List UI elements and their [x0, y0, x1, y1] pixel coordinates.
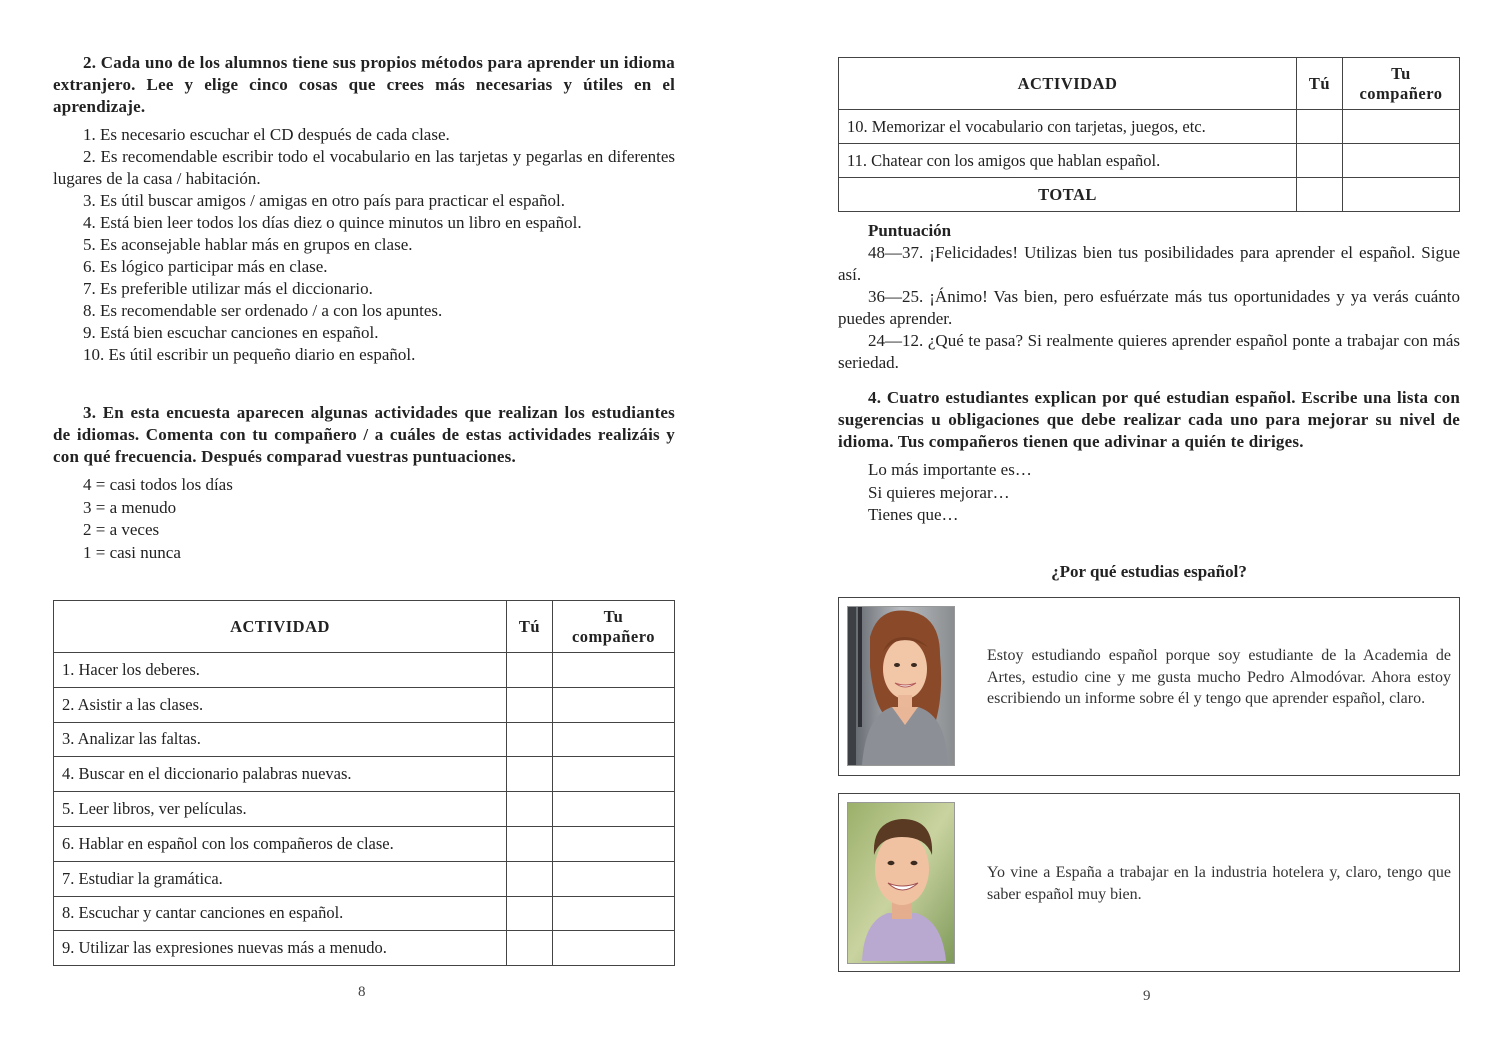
prompt-item: Si quieres mejorar… [868, 482, 1010, 502]
list-item: 10. Es útil escribir un pequeño diario en español. [83, 345, 416, 364]
activity-cell: 5. Leer libros, ver películas. [54, 792, 507, 827]
scale-item: 4 = casi todos los días [83, 475, 233, 494]
tu-cell[interactable] [507, 931, 553, 966]
table-row [54, 931, 675, 966]
list-item: 8. Es recomendable ser ordenado / a con los apuntes. [83, 301, 443, 320]
partner-cell[interactable] [553, 826, 675, 861]
score-range: 24—12. ¿Qué te pasa? Si realmente quieres aprender español ponte a trabajar con más seriedad. [838, 331, 1460, 372]
partner-cell[interactable] [1343, 144, 1460, 178]
score-range: 36—25. ¡Ánimo! Vas bien, pero esfuérzate más tus oportunidades y ya verás cuánto puedes aprender. [838, 287, 1460, 328]
task-3 [53, 402, 675, 564]
tu-cell[interactable] [1297, 110, 1343, 144]
list-item: 1. Es necesario escuchar el CD después de cada clase. [83, 125, 450, 144]
tu-cell[interactable] [507, 792, 553, 827]
right-page [838, 0, 1460, 1057]
activity-cell: 2. Asistir a las clases. [54, 687, 507, 722]
partner-cell[interactable] [553, 722, 675, 757]
list-item: 3. Es útil buscar amigos / amigas en otro país para practicar el español. [83, 191, 565, 210]
col-header-partner: Tu compañero [553, 601, 675, 653]
activity-cell: 7. Estudiar la gramática. [54, 861, 507, 896]
partner-cell[interactable] [553, 653, 675, 688]
student-quote: Yo vine a España a trabajar en la industria hotelera y, claro, tengo que saber español muy bien. [987, 864, 1451, 903]
partner-cell[interactable] [553, 861, 675, 896]
partner-cell[interactable] [553, 687, 675, 722]
col-header-activity: ACTIVIDAD [54, 601, 507, 653]
partner-total-cell[interactable] [1343, 178, 1460, 212]
partner-cell[interactable] [1343, 110, 1460, 144]
partner-cell[interactable] [553, 931, 675, 966]
table-row [54, 687, 675, 722]
list-item: 4. Está bien leer todos los días diez o quince minutos un libro en español. [83, 213, 582, 232]
table-row [54, 653, 675, 688]
partner-cell[interactable] [553, 792, 675, 827]
scale-item: 3 = a menudo [83, 497, 177, 517]
scale-item: 1 = casi nunca [83, 542, 181, 562]
tu-cell[interactable] [507, 653, 553, 688]
task-2-list [53, 124, 675, 366]
total-label: TOTAL [839, 178, 1297, 212]
tu-cell[interactable] [507, 722, 553, 757]
scale-item: 2 = a veces [83, 520, 160, 539]
col-header-tu: Tú [507, 601, 553, 653]
student-card [838, 793, 1460, 972]
task-4 [838, 387, 1460, 527]
tu-cell[interactable] [507, 826, 553, 861]
col-header-activity: ACTIVIDAD [839, 58, 1297, 110]
table-row [54, 722, 675, 757]
tu-cell[interactable] [507, 861, 553, 896]
list-item: 9. Está bien escuchar canciones en español. [83, 323, 379, 342]
page-number: 8 [358, 984, 366, 1000]
activity-cell: 1. Hacer los deberes. [54, 653, 507, 688]
partner-cell[interactable] [553, 757, 675, 792]
frequency-scale [53, 474, 675, 564]
activity-cell: 9. Utilizar las expresiones nuevas más a menudo. [54, 931, 507, 966]
prompt-item: Lo más importante es… [868, 460, 1032, 479]
list-item: 7. Es preferible utilizar más el diccionario. [83, 279, 373, 298]
total-row [839, 178, 1460, 212]
task-2-heading: 2. Cada uno de los alumnos tiene sus propios métodos para aprender un idioma extranjero. Lee y elige cinco cosas que crees más necesarias y útiles en el aprendizaje. [53, 53, 675, 116]
prompt-item: Tienes que… [868, 505, 959, 524]
tu-total-cell[interactable] [1297, 178, 1343, 212]
col-header-partner: Tu compañero [1343, 58, 1460, 110]
section-subtitle: ¿Por qué estudias español? [1051, 562, 1247, 581]
task-3-heading: 3. En esta encuesta aparecen algunas actividades que realizan los estudiantes de idiomas. Comenta con tu compañero / a cuáles de estas actividades realizáis y con qué frecuencia. Después comparad vuestras puntuaciones. [53, 403, 675, 466]
task-2 [53, 52, 675, 366]
activity-cell: 3. Analizar las faltas. [54, 722, 507, 757]
activity-table-continued [838, 57, 1460, 212]
table-row [54, 861, 675, 896]
student-photo-girl [847, 606, 955, 766]
table-row [54, 792, 675, 827]
activity-table [53, 600, 675, 966]
table-row [54, 826, 675, 861]
activity-cell: 11. Chatear con los amigos que hablan español. [839, 144, 1297, 178]
list-item: 6. Es lógico participar más en clase. [83, 257, 328, 276]
student-photo-boy [847, 802, 955, 964]
activity-cell: 6. Hablar en español con los compañeros de clase. [54, 826, 507, 861]
table-row [839, 144, 1460, 178]
student-card [838, 597, 1460, 776]
tu-cell[interactable] [507, 687, 553, 722]
tu-cell[interactable] [1297, 144, 1343, 178]
student-quote: Estoy estudiando español porque soy estudiante de la Academia de Artes, estudio cine y me gusta mucho Pedro Almodóvar. Ahora estoy escribiendo un informe sobre él y tengo que aprender español, claro. [987, 647, 1451, 707]
activity-cell: 10. Memorizar el vocabulario con tarjetas, juegos, etc. [839, 110, 1297, 144]
table-row [54, 896, 675, 931]
tu-cell[interactable] [507, 896, 553, 931]
activity-cell: 8. Escuchar y cantar canciones en español. [54, 896, 507, 931]
list-item: 2. Es recomendable escribir todo el vocabulario en las tarjetas y pegarlas en diferentes lugares de la casa / habitación. [53, 147, 675, 188]
tu-cell[interactable] [507, 757, 553, 792]
list-item: 5. Es aconsejable hablar más en grupos en clase. [83, 235, 413, 254]
score-range: 48—37. ¡Felicidades! Utilizas bien tus posibilidades para aprender el español. Sigue así. [838, 243, 1460, 284]
table-row [54, 757, 675, 792]
page-number: 9 [1143, 988, 1151, 1004]
partner-cell[interactable] [553, 896, 675, 931]
sentence-prompts [838, 459, 1460, 527]
activity-cell: 4. Buscar en el diccionario palabras nuevas. [54, 757, 507, 792]
left-page [53, 0, 675, 1057]
task-4-heading: 4. Cuatro estudiantes explican por qué estudian español. Escribe una lista con sugerencias u obligaciones que debe realizar cada uno para mejorar su nivel de idioma. Tus compañeros tienen que adivinar a quién te diriges. [838, 388, 1460, 451]
scoring-title: Puntuación [868, 221, 952, 240]
table-row [839, 110, 1460, 144]
col-header-tu: Tú [1297, 58, 1343, 110]
scoring [838, 220, 1460, 374]
